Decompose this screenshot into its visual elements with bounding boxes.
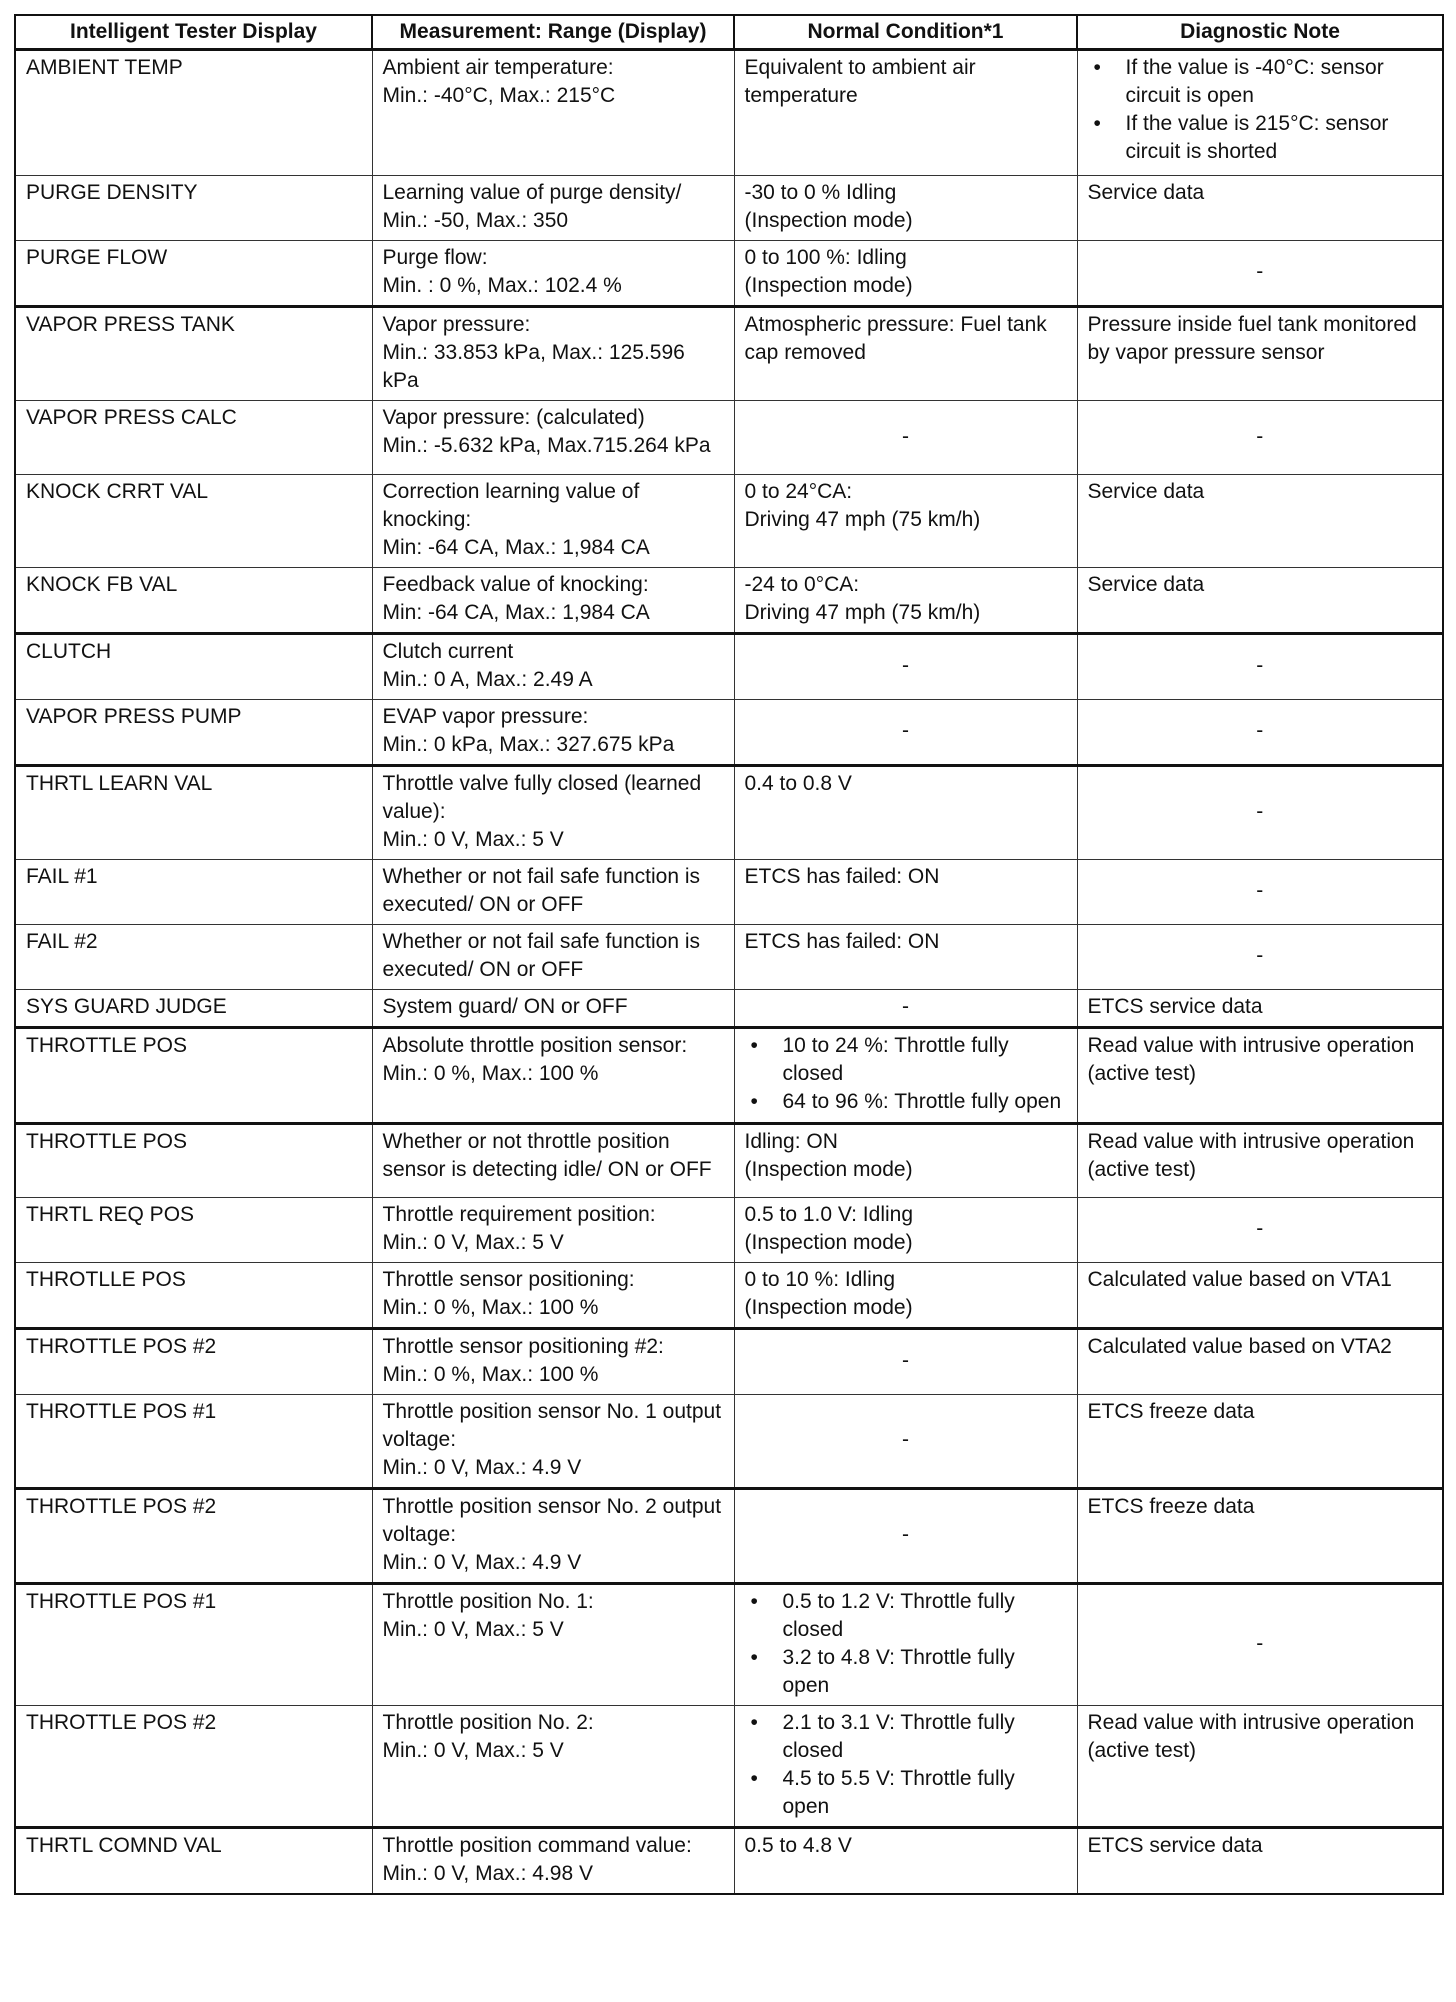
cell-tester-display: THROTTLE POS #2	[15, 1489, 372, 1584]
cell-normal-condition: 0.5 to 1.0 V: Idling (Inspection mode)	[734, 1198, 1077, 1263]
cell-measurement-range: Whether or not fail safe function is executed/ ON or OFF	[372, 860, 734, 925]
table-header-row	[15, 15, 1443, 50]
data-list-table	[14, 14, 1444, 1895]
bullet-item: • 0.5 to 1.2 V: Throttle fully closed	[745, 1588, 1067, 1644]
cell-measurement-range: Throttle sensor positioning #2: Min.: 0 %, Max.: 100 %	[372, 1329, 734, 1395]
cell-normal-condition: 0 to 24°CA: Driving 47 mph (75 km/h)	[734, 475, 1077, 568]
cell-measurement-range: Throttle position No. 2: Min.: 0 V, Max.: 5 V	[372, 1706, 734, 1828]
cell-measurement-range: Throttle sensor positioning: Min.: 0 %, Max.: 100 %	[372, 1263, 734, 1329]
table-row	[15, 1028, 1443, 1124]
document-page	[14, 14, 1442, 1895]
cell-tester-display: PURGE FLOW	[15, 241, 372, 307]
cell-tester-display: KNOCK FB VAL	[15, 568, 372, 634]
cell-tester-display: THRTL LEARN VAL	[15, 766, 372, 860]
cell-tester-display: VAPOR PRESS CALC	[15, 401, 372, 475]
cell-tester-display: THRTL REQ POS	[15, 1198, 372, 1263]
cell-diagnostic-note: -	[1077, 766, 1443, 860]
cell-diagnostic-note: Service data	[1077, 568, 1443, 634]
cell-tester-display: FAIL #1	[15, 860, 372, 925]
table-row	[15, 1124, 1443, 1198]
cell-normal-condition-bullets	[745, 1032, 1067, 1116]
table-row	[15, 176, 1443, 241]
cell-diagnostic-note: -	[1077, 1584, 1443, 1706]
cell-diagnostic-note: -	[1077, 401, 1443, 475]
cell-tester-display: THROTTLE POS #2	[15, 1329, 372, 1395]
header-tester-display: Intelligent Tester Display	[15, 15, 372, 50]
table-row	[15, 925, 1443, 990]
cell-diagnostic-note: -	[1077, 700, 1443, 766]
cell-normal-condition: Equivalent to ambient air temperature	[734, 50, 1077, 176]
table-row	[15, 990, 1443, 1028]
cell-normal-condition	[734, 1028, 1077, 1124]
bullet-item: • If the value is -40°C: sensor circuit is open	[1088, 54, 1433, 110]
cell-measurement-range: Feedback value of knocking: Min: -64 CA, Max.: 1,984 CA	[372, 568, 734, 634]
cell-normal-condition: -	[734, 990, 1077, 1028]
table-row	[15, 634, 1443, 700]
cell-measurement-range: EVAP vapor pressure: Min.: 0 kPa, Max.: 327.675 kPa	[372, 700, 734, 766]
cell-diagnostic-note: Service data	[1077, 475, 1443, 568]
cell-measurement-range: Vapor pressure: Min.: 33.853 kPa, Max.: 125.596 kPa	[372, 307, 734, 401]
cell-normal-condition: 0.5 to 4.8 V	[734, 1828, 1077, 1895]
table-row	[15, 1395, 1443, 1489]
cell-measurement-range: Throttle position command value: Min.: 0 V, Max.: 4.98 V	[372, 1828, 734, 1895]
cell-diagnostic-note	[1077, 50, 1443, 176]
cell-measurement-range: Learning value of purge density/ Min.: -50, Max.: 350	[372, 176, 734, 241]
cell-tester-display: FAIL #2	[15, 925, 372, 990]
cell-tester-display: VAPOR PRESS TANK	[15, 307, 372, 401]
cell-tester-display: THRTL COMND VAL	[15, 1828, 372, 1895]
table-row	[15, 401, 1443, 475]
cell-diagnostic-note: ETCS service data	[1077, 990, 1443, 1028]
table-row	[15, 1706, 1443, 1828]
cell-tester-display: THROTTLE POS	[15, 1028, 372, 1124]
cell-tester-display: CLUTCH	[15, 634, 372, 700]
bullet-item: • If the value is 215°C: sensor circuit is shorted	[1088, 110, 1433, 166]
cell-measurement-range: Whether or not throttle position sensor is detecting idle/ ON or OFF	[372, 1124, 734, 1198]
cell-diagnostic-note: -	[1077, 1198, 1443, 1263]
cell-measurement-range: Correction learning value of knocking: Min: -64 CA, Max.: 1,984 CA	[372, 475, 734, 568]
cell-diagnostic-note: -	[1077, 634, 1443, 700]
cell-normal-condition: Idling: ON (Inspection mode)	[734, 1124, 1077, 1198]
cell-tester-display: THROTTLE POS #1	[15, 1584, 372, 1706]
cell-tester-display: THROTLLE POS	[15, 1263, 372, 1329]
cell-normal-condition: -	[734, 1329, 1077, 1395]
header-measurement-range: Measurement: Range (Display)	[372, 15, 734, 50]
cell-normal-condition: ETCS has failed: ON	[734, 925, 1077, 990]
header-normal-condition: Normal Condition*1	[734, 15, 1077, 50]
bullet-item: • 4.5 to 5.5 V: Throttle fully open	[745, 1765, 1067, 1821]
cell-normal-condition: -30 to 0 % Idling (Inspection mode)	[734, 176, 1077, 241]
cell-measurement-range: Throttle requirement position: Min.: 0 V, Max.: 5 V	[372, 1198, 734, 1263]
bullet-item: • 64 to 96 %: Throttle fully open	[745, 1088, 1067, 1116]
cell-diagnostic-note: ETCS freeze data	[1077, 1395, 1443, 1489]
cell-measurement-range: System guard/ ON or OFF	[372, 990, 734, 1028]
table-row	[15, 1329, 1443, 1395]
cell-normal-condition: Atmospheric pressure: Fuel tank cap removed	[734, 307, 1077, 401]
cell-diagnostic-note: Service data	[1077, 176, 1443, 241]
cell-tester-display: THROTTLE POS	[15, 1124, 372, 1198]
table-row	[15, 1198, 1443, 1263]
cell-normal-condition: 0.4 to 0.8 V	[734, 766, 1077, 860]
table-row	[15, 475, 1443, 568]
cell-normal-condition: -	[734, 700, 1077, 766]
table-row	[15, 860, 1443, 925]
cell-tester-display: SYS GUARD JUDGE	[15, 990, 372, 1028]
cell-tester-display: THROTTLE POS #2	[15, 1706, 372, 1828]
bullet-item: • 2.1 to 3.1 V: Throttle fully closed	[745, 1709, 1067, 1765]
cell-diagnostic-note: Calculated value based on VTA1	[1077, 1263, 1443, 1329]
cell-diagnostic-note: ETCS freeze data	[1077, 1489, 1443, 1584]
cell-tester-display: KNOCK CRRT VAL	[15, 475, 372, 568]
cell-normal-condition-bullets	[745, 1709, 1067, 1821]
cell-tester-display: AMBIENT TEMP	[15, 50, 372, 176]
cell-measurement-range: Ambient air temperature: Min.: -40°C, Max.: 215°C	[372, 50, 734, 176]
cell-measurement-range: Clutch current Min.: 0 A, Max.: 2.49 A	[372, 634, 734, 700]
cell-normal-condition-bullets	[745, 1588, 1067, 1700]
cell-normal-condition: -	[734, 401, 1077, 475]
cell-diagnostic-note: Read value with intrusive operation (active test)	[1077, 1706, 1443, 1828]
cell-diagnostic-note: Read value with intrusive operation (active test)	[1077, 1028, 1443, 1124]
cell-diagnostic-note: -	[1077, 241, 1443, 307]
cell-normal-condition	[734, 1584, 1077, 1706]
cell-normal-condition: ETCS has failed: ON	[734, 860, 1077, 925]
cell-measurement-range: Throttle position sensor No. 2 output voltage: Min.: 0 V, Max.: 4.9 V	[372, 1489, 734, 1584]
cell-normal-condition: 0 to 100 %: Idling (Inspection mode)	[734, 241, 1077, 307]
table-row	[15, 50, 1443, 176]
table-row	[15, 1584, 1443, 1706]
cell-diagnostic-note: Calculated value based on VTA2	[1077, 1329, 1443, 1395]
bullet-item: • 10 to 24 %: Throttle fully closed	[745, 1032, 1067, 1088]
cell-measurement-range: Absolute throttle position sensor: Min.: 0 %, Max.: 100 %	[372, 1028, 734, 1124]
cell-normal-condition: -	[734, 1395, 1077, 1489]
cell-measurement-range: Purge flow: Min. : 0 %, Max.: 102.4 %	[372, 241, 734, 307]
cell-tester-display: VAPOR PRESS PUMP	[15, 700, 372, 766]
table-row	[15, 700, 1443, 766]
table-row	[15, 1263, 1443, 1329]
cell-normal-condition: -	[734, 1489, 1077, 1584]
cell-normal-condition	[734, 1706, 1077, 1828]
cell-tester-display: THROTTLE POS #1	[15, 1395, 372, 1489]
cell-measurement-range: Throttle valve fully closed (learned value): Min.: 0 V, Max.: 5 V	[372, 766, 734, 860]
table-row	[15, 766, 1443, 860]
cell-normal-condition: -	[734, 634, 1077, 700]
cell-diagnostic-note: Read value with intrusive operation (active test)	[1077, 1124, 1443, 1198]
cell-tester-display: PURGE DENSITY	[15, 176, 372, 241]
header-diagnostic-note: Diagnostic Note	[1077, 15, 1443, 50]
cell-measurement-range: Throttle position sensor No. 1 output voltage: Min.: 0 V, Max.: 4.9 V	[372, 1395, 734, 1489]
table-row	[15, 241, 1443, 307]
table-row	[15, 1489, 1443, 1584]
bullet-item: • 3.2 to 4.8 V: Throttle fully open	[745, 1644, 1067, 1700]
cell-diagnostic-note: -	[1077, 860, 1443, 925]
cell-diagnostic-note: -	[1077, 925, 1443, 990]
table-body	[15, 50, 1443, 1895]
cell-normal-condition: 0 to 10 %: Idling (Inspection mode)	[734, 1263, 1077, 1329]
cell-measurement-range: Throttle position No. 1: Min.: 0 V, Max.: 5 V	[372, 1584, 734, 1706]
cell-measurement-range: Whether or not fail safe function is executed/ ON or OFF	[372, 925, 734, 990]
cell-diagnostic-note: ETCS service data	[1077, 1828, 1443, 1895]
table-row	[15, 1828, 1443, 1895]
table-row	[15, 307, 1443, 401]
cell-diagnostic-note: Pressure inside fuel tank monitored by vapor pressure sensor	[1077, 307, 1443, 401]
cell-diagnostic-note-bullets	[1088, 54, 1433, 166]
table-row	[15, 568, 1443, 634]
cell-measurement-range: Vapor pressure: (calculated) Min.: -5.632 kPa, Max.715.264 kPa	[372, 401, 734, 475]
cell-normal-condition: -24 to 0°CA: Driving 47 mph (75 km/h)	[734, 568, 1077, 634]
